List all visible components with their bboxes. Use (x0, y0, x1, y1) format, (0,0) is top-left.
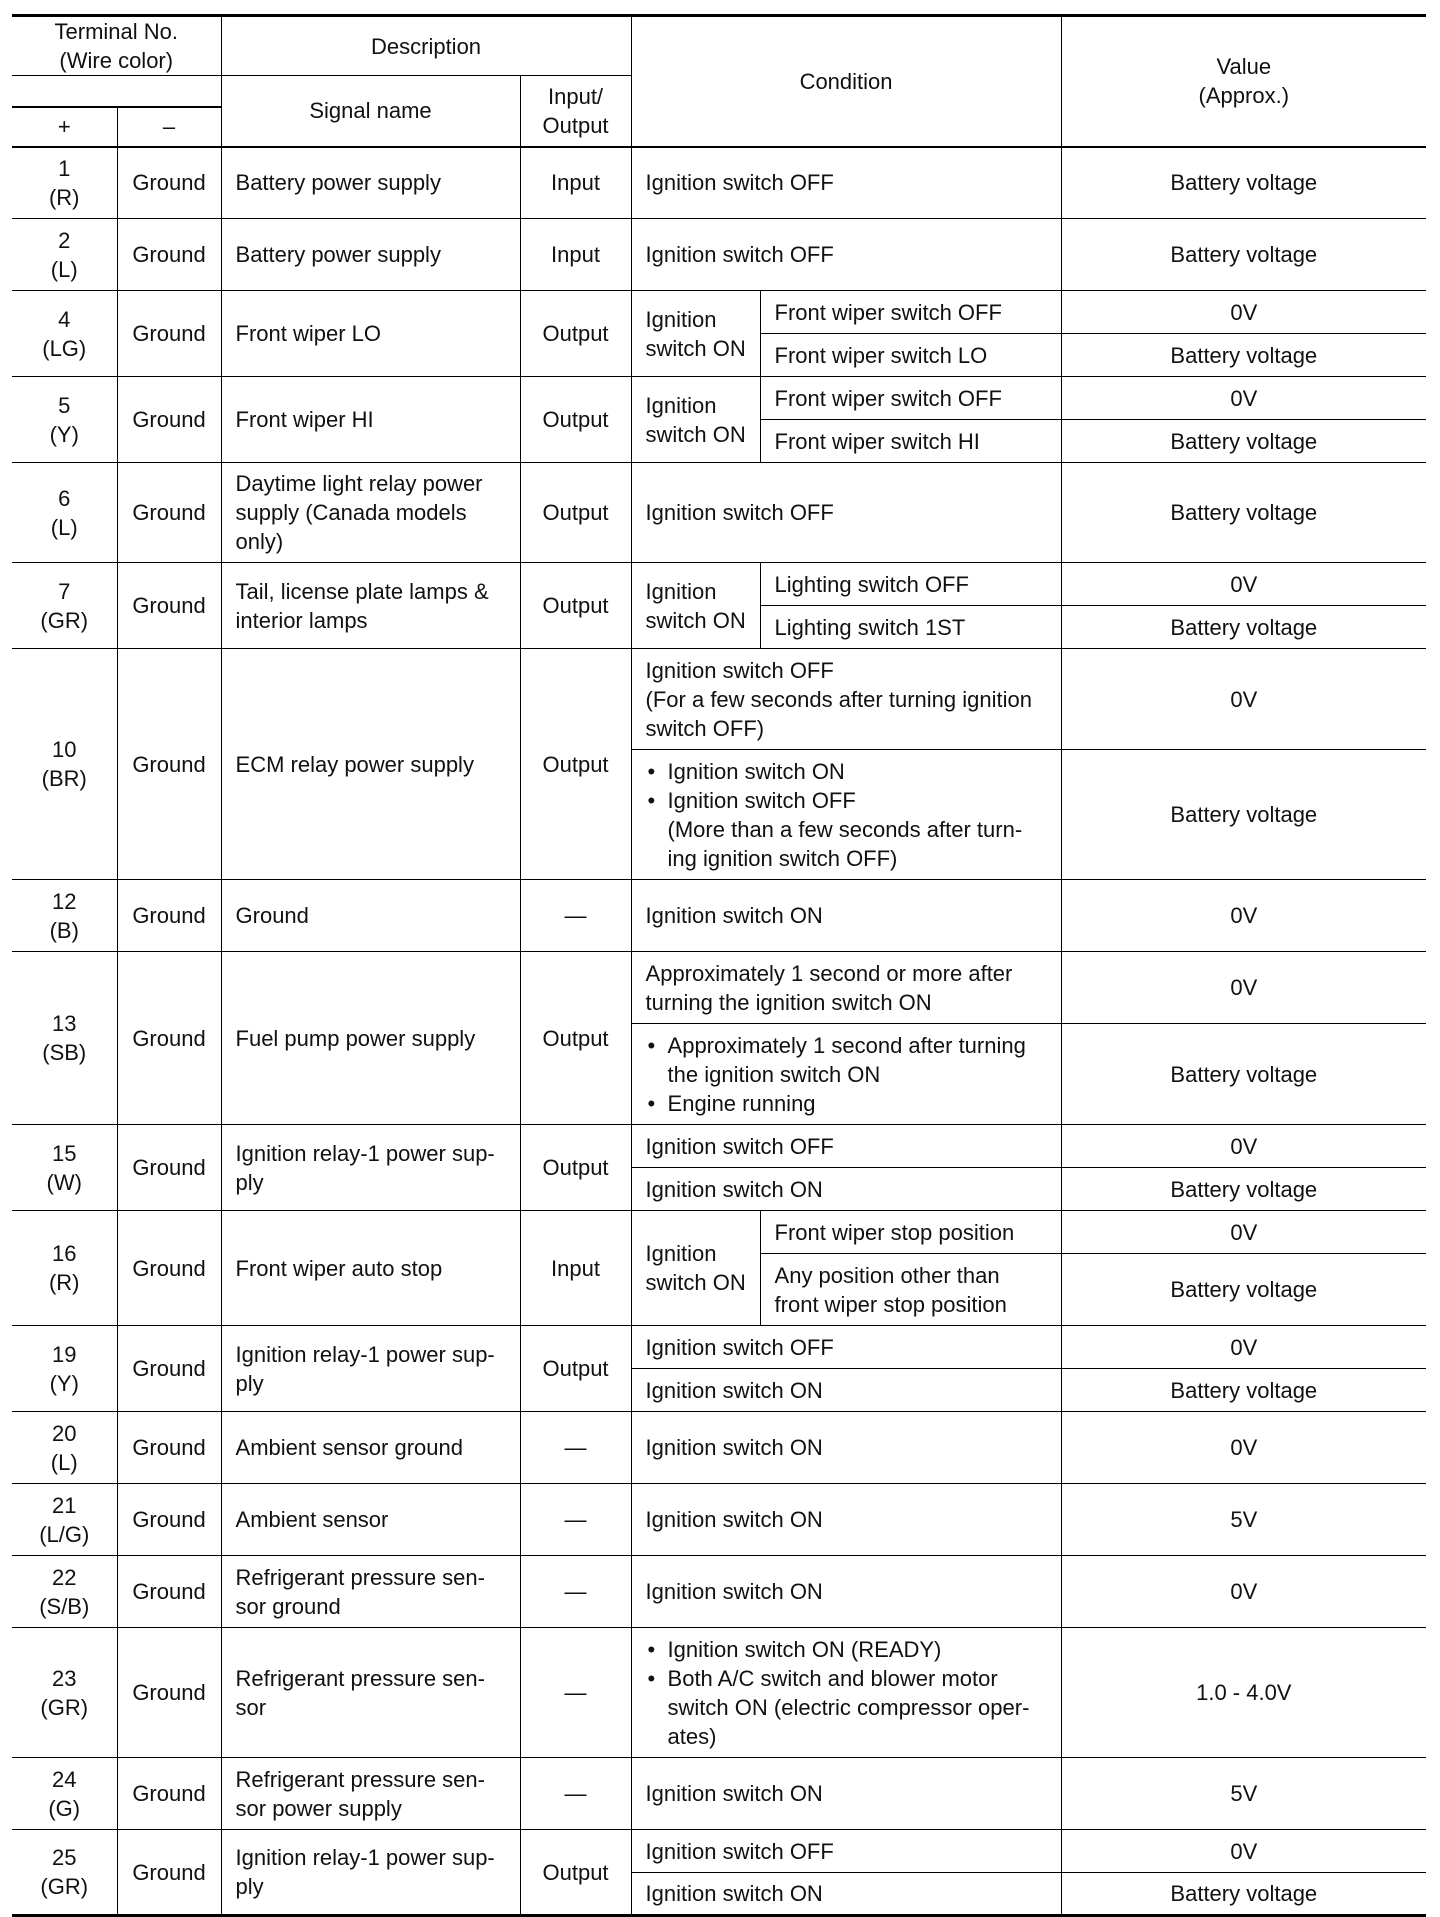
terminal-number: 12 (52, 888, 77, 914)
signal-text: only) (235, 529, 284, 554)
io-cell: Output (520, 952, 631, 1125)
signal-cell: Front wiper auto stop (221, 1211, 520, 1326)
value-header (1061, 16, 1426, 147)
signal-cell (221, 1628, 520, 1758)
io-cell: Output (520, 1125, 631, 1211)
terminal-spec-table (12, 14, 1426, 1917)
terminal-number: 16 (52, 1241, 77, 1266)
wire-color: (B) (49, 917, 79, 943)
table-row (12, 1556, 1426, 1628)
sub-condition-cell (760, 1254, 1061, 1326)
signal-text: Tail, license plate lamps & (235, 578, 489, 604)
ground-cell: Ground (117, 377, 221, 463)
ground-cell: Ground (117, 1211, 221, 1326)
condition-bullet-list (646, 1031, 1053, 1118)
io-cell: Input (520, 1211, 631, 1326)
terminal-number: 22 (52, 1564, 77, 1590)
ground-cell: Ground (117, 219, 221, 291)
condition-main-cell (631, 291, 760, 377)
condition-text: turning the ignition switch ON (645, 989, 932, 1015)
condition-text: • Ignition switch OFF (667, 787, 856, 813)
io-cell: Output (520, 563, 631, 649)
signal-text: Ignition relay-1 power sup- (235, 1140, 495, 1166)
terminal-number: 21 (52, 1492, 77, 1518)
value-cell: 0V (1061, 952, 1426, 1024)
terminal-number: 1 (58, 155, 71, 181)
condition-text: switch ON (645, 335, 746, 361)
table-row (12, 377, 1426, 420)
ground-cell: Ground (117, 463, 221, 563)
condition-main-cell (631, 1211, 760, 1326)
table-row (12, 1125, 1426, 1168)
condition-cell (631, 1628, 1061, 1758)
terminal-number: 23 (52, 1665, 77, 1691)
wire-color: (W) (46, 1169, 82, 1195)
signal-cell (221, 563, 520, 649)
terminal-cell (12, 147, 117, 219)
value-cell: Battery voltage (1061, 420, 1426, 463)
value-cell: Battery voltage (1061, 1873, 1426, 1916)
condition-bullet-list (646, 757, 1053, 873)
terminal-cell (12, 1326, 117, 1412)
wire-color: (L) (50, 256, 78, 282)
sub-condition-cell: Lighting switch OFF (760, 563, 1061, 606)
condition-text: Ignition (645, 1241, 717, 1266)
value-cell: 0V (1061, 1125, 1426, 1168)
signal-text: Refrigerant pressure sen- (235, 1766, 485, 1792)
value-cell: 5V (1061, 1484, 1426, 1556)
signal-text: Refrigerant pressure sen- (235, 1665, 485, 1691)
terminal-no-header-cont (12, 76, 221, 107)
sub-condition-cell: Front wiper switch OFF (760, 377, 1061, 420)
terminal-number: 13 (52, 1011, 77, 1036)
condition-text: switch ON (645, 421, 746, 447)
table-row (12, 1326, 1426, 1369)
condition-text: Ignition switch ON (667, 758, 845, 784)
value-cell: 0V (1061, 291, 1426, 334)
io-cell: Output (520, 1326, 631, 1412)
condition-text: Any position other than (774, 1262, 1000, 1288)
terminal-number: 6 (58, 485, 71, 511)
signal-cell: Battery power supply (221, 219, 520, 291)
signal-text: Daytime light relay power (235, 471, 483, 496)
wire-color: (Y) (49, 421, 79, 447)
ground-cell: Ground (117, 1326, 221, 1412)
condition-text: Ignition (645, 392, 717, 418)
condition-bullet (646, 1635, 1053, 1664)
input-label: Input/ (548, 83, 604, 109)
terminal-number: 4 (58, 306, 71, 332)
table-row (12, 563, 1426, 606)
ground-cell: Ground (117, 649, 221, 880)
value-cell: Battery voltage (1061, 1024, 1426, 1125)
condition-bullet (646, 757, 1053, 786)
condition-text: front wiper stop position (774, 1291, 1007, 1317)
value-cell: 1.0 - 4.0V (1061, 1628, 1426, 1758)
wire-color: (GR) (40, 1874, 89, 1899)
condition-text: the ignition switch ON (667, 1061, 881, 1087)
value-cell: 0V (1061, 377, 1426, 420)
terminal-cell (12, 1758, 117, 1830)
signal-text: sor ground (235, 1593, 341, 1619)
table-row (12, 1211, 1426, 1254)
value-cell: Battery voltage (1061, 1168, 1426, 1211)
condition-cell: Ignition switch ON (631, 1556, 1061, 1628)
ground-cell: Ground (117, 563, 221, 649)
condition-text: (More than a few seconds after turn- (667, 816, 1023, 842)
ground-cell: Ground (117, 952, 221, 1125)
value-label: Value (1216, 54, 1272, 80)
signal-cell: Fuel pump power supply (221, 952, 520, 1125)
value-cell: Battery voltage (1061, 334, 1426, 377)
terminal-cell (12, 1484, 117, 1556)
ground-cell: Ground (117, 1556, 221, 1628)
table-row (12, 1412, 1426, 1484)
io-cell: — (520, 1412, 631, 1484)
wire-color: (R) (48, 1270, 80, 1295)
value-cell: 0V (1061, 1326, 1426, 1369)
condition-cell: Ignition switch OFF (631, 1125, 1061, 1168)
wire-color: (LG) (42, 335, 87, 361)
condition-cell (631, 649, 1061, 750)
value-cell: Battery voltage (1061, 463, 1426, 563)
terminal-number: 24 (52, 1766, 77, 1792)
terminal-number: 5 (58, 392, 71, 418)
condition-text: ing ignition switch OFF) (667, 845, 898, 871)
value-cell: Battery voltage (1061, 147, 1426, 219)
condition-cell: Ignition switch ON (631, 1369, 1061, 1412)
signal-cell (221, 1326, 520, 1412)
signal-text: ply (235, 1370, 264, 1396)
signal-text: ply (235, 1874, 264, 1899)
plus-header: + (12, 107, 117, 147)
condition-text: Ignition (645, 306, 717, 332)
terminal-number: 10 (52, 737, 77, 762)
signal-text: Ignition relay-1 power sup- (235, 1341, 495, 1367)
value-cell: 5V (1061, 1758, 1426, 1830)
value-cell: Battery voltage (1061, 1254, 1426, 1326)
table-row (12, 880, 1426, 952)
table-row (12, 291, 1426, 334)
signal-cell (221, 1556, 520, 1628)
terminal-number: 7 (58, 578, 71, 604)
value-cell: Battery voltage (1061, 750, 1426, 880)
io-cell: Output (520, 1830, 631, 1916)
io-cell: Output (520, 291, 631, 377)
value-cell: Battery voltage (1061, 219, 1426, 291)
condition-cell: Ignition switch OFF (631, 147, 1061, 219)
ground-cell: Ground (117, 1484, 221, 1556)
signal-cell: Front wiper LO (221, 291, 520, 377)
condition-cell: Ignition switch ON (631, 1758, 1061, 1830)
table-row (12, 649, 1426, 750)
condition-text: • Both A/C switch and blower motor (667, 1665, 998, 1691)
condition-text: switch ON (electric compressor oper- (667, 1694, 1030, 1720)
value-cell: Battery voltage (1061, 1369, 1426, 1412)
output-label: Output (542, 112, 609, 138)
terminal-cell (12, 291, 117, 377)
condition-bullet (646, 1089, 1053, 1118)
signal-cell: Ambient sensor ground (221, 1412, 520, 1484)
sub-condition-cell: Front wiper switch OFF (760, 291, 1061, 334)
condition-bullet-list (646, 1635, 1053, 1751)
ground-cell: Ground (117, 1830, 221, 1916)
signal-cell: Ambient sensor (221, 1484, 520, 1556)
signal-cell: Front wiper HI (221, 377, 520, 463)
input-output-header (520, 76, 631, 147)
terminal-no-label: Terminal No. (54, 19, 178, 44)
wire-color: (GR) (40, 607, 89, 633)
terminal-cell (12, 1830, 117, 1916)
table-row (12, 219, 1426, 291)
value-cell: 0V (1061, 1412, 1426, 1484)
sub-condition-cell: Front wiper switch HI (760, 420, 1061, 463)
wire-color: (G) (48, 1795, 81, 1821)
wire-color: (SB) (42, 1040, 87, 1065)
condition-bullet (646, 1031, 1053, 1089)
terminal-no-header (12, 16, 221, 76)
value-cell: 0V (1061, 1830, 1426, 1873)
table-row (12, 1758, 1426, 1830)
table-row (12, 952, 1426, 1024)
condition-text: ates) (667, 1723, 717, 1749)
minus-header: – (117, 107, 221, 147)
condition-text: Ignition (645, 578, 717, 604)
condition-bullet (646, 786, 1053, 873)
condition-text: • Approximately 1 second after turning (667, 1032, 1026, 1058)
signal-cell (221, 1125, 520, 1211)
condition-cell (631, 750, 1061, 880)
signal-cell: ECM relay power supply (221, 649, 520, 880)
terminal-number: 15 (52, 1140, 77, 1166)
ground-cell: Ground (117, 1412, 221, 1484)
ground-cell: Ground (117, 1758, 221, 1830)
condition-header: Condition (631, 16, 1061, 147)
value-cell: Battery voltage (1061, 606, 1426, 649)
wire-color: (L/G) (39, 1521, 90, 1547)
condition-cell: Ignition switch OFF (631, 1830, 1061, 1873)
terminal-cell (12, 880, 117, 952)
io-cell: Input (520, 219, 631, 291)
ground-cell: Ground (117, 291, 221, 377)
ground-cell: Ground (117, 147, 221, 219)
condition-cell: Ignition switch OFF (631, 1326, 1061, 1369)
wire-color: (BR) (41, 766, 87, 791)
wire-color: (L) (50, 514, 78, 540)
io-cell: — (520, 1628, 631, 1758)
signal-cell (221, 1830, 520, 1916)
terminal-cell (12, 463, 117, 563)
condition-cell: Ignition switch OFF (631, 219, 1061, 291)
value-cell: 0V (1061, 563, 1426, 606)
condition-text: (For a few seconds after turning ignition (645, 686, 1032, 712)
terminal-cell (12, 1412, 117, 1484)
terminal-cell (12, 219, 117, 291)
wire-color: (L) (50, 1449, 78, 1475)
signal-name-header: Signal name (221, 76, 520, 147)
io-cell: Input (520, 147, 631, 219)
condition-text: switch OFF) (645, 715, 765, 741)
wire-color: (S/B) (39, 1593, 90, 1619)
wire-color: (R) (48, 184, 80, 210)
io-cell: Output (520, 649, 631, 880)
signal-text: supply (Canada models (235, 500, 467, 525)
condition-cell: Ignition switch ON (631, 1168, 1061, 1211)
signal-text: interior lamps (235, 607, 368, 633)
io-cell: — (520, 1484, 631, 1556)
sub-condition-cell: Front wiper switch LO (760, 334, 1061, 377)
signal-text: sor power supply (235, 1795, 402, 1821)
condition-cell: Ignition switch ON (631, 1484, 1061, 1556)
io-cell: Output (520, 377, 631, 463)
description-header: Description (221, 16, 631, 76)
condition-cell: Ignition switch ON (631, 1412, 1061, 1484)
io-cell: — (520, 1556, 631, 1628)
wire-color-label: (Wire color) (59, 48, 174, 73)
terminal-cell (12, 952, 117, 1125)
value-cell: 0V (1061, 649, 1426, 750)
condition-text: Ignition switch ON (READY) (667, 1636, 942, 1662)
terminal-cell (12, 1211, 117, 1326)
table-row (12, 1484, 1426, 1556)
terminal-number: 2 (58, 227, 71, 253)
signal-cell (221, 463, 520, 563)
value-cell: 0V (1061, 880, 1426, 952)
condition-text: switch ON (645, 1270, 746, 1295)
condition-cell (631, 952, 1061, 1024)
table-row (12, 463, 1426, 563)
ground-cell: Ground (117, 1628, 221, 1758)
terminal-cell (12, 377, 117, 463)
signal-cell: Battery power supply (221, 147, 520, 219)
sub-condition-cell: Front wiper stop position (760, 1211, 1061, 1254)
terminal-cell (12, 1628, 117, 1758)
terminal-number: 20 (52, 1420, 77, 1446)
ground-cell: Ground (117, 1125, 221, 1211)
value-cell: 0V (1061, 1211, 1426, 1254)
table-row (12, 1830, 1426, 1873)
condition-bullet (646, 1664, 1053, 1751)
wire-color: (GR) (40, 1694, 89, 1720)
terminal-number: 25 (52, 1845, 77, 1870)
io-cell: Output (520, 463, 631, 563)
terminal-cell (12, 563, 117, 649)
signal-text: Ignition relay-1 power sup- (235, 1845, 495, 1870)
header-row-1 (12, 16, 1426, 76)
terminal-cell (12, 649, 117, 880)
condition-main-cell (631, 377, 760, 463)
condition-text: Ignition switch OFF (645, 657, 834, 683)
condition-cell: Ignition switch ON (631, 1873, 1061, 1916)
io-cell: — (520, 1758, 631, 1830)
condition-main-cell (631, 563, 760, 649)
table-row (12, 147, 1426, 219)
terminal-number: 19 (52, 1341, 77, 1367)
approx-label: (Approx.) (1198, 83, 1290, 109)
condition-cell (631, 1024, 1061, 1125)
signal-cell (221, 1758, 520, 1830)
condition-text: Engine running (667, 1090, 816, 1116)
signal-cell: Ground (221, 880, 520, 952)
value-cell: 0V (1061, 1556, 1426, 1628)
condition-cell: Ignition switch OFF (631, 463, 1061, 563)
terminal-spec-page (12, 14, 1426, 1917)
condition-cell: Ignition switch ON (631, 880, 1061, 952)
table-row (12, 1628, 1426, 1758)
io-cell: — (520, 880, 631, 952)
sub-condition-cell: Lighting switch 1ST (760, 606, 1061, 649)
signal-text: sor (235, 1694, 267, 1720)
terminal-cell (12, 1556, 117, 1628)
ground-cell: Ground (117, 880, 221, 952)
signal-text: ply (235, 1169, 264, 1195)
condition-text: switch ON (645, 607, 746, 633)
terminal-cell (12, 1125, 117, 1211)
wire-color: (Y) (49, 1370, 79, 1396)
condition-text: Approximately 1 second or more after (645, 960, 1013, 986)
signal-text: Refrigerant pressure sen- (235, 1564, 485, 1590)
